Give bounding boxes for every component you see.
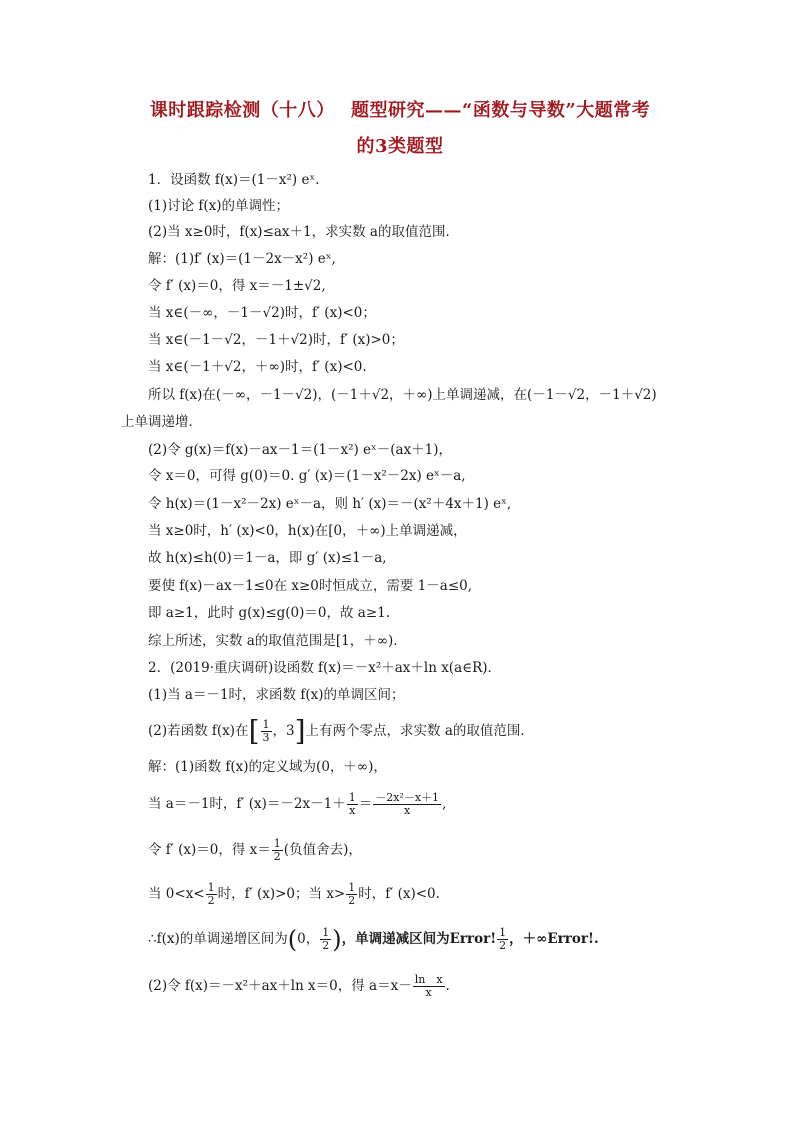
solution-line: 令 h(x)＝(1－x²－2x) eˣ－a，则 h′ (x)＝－(x²＋4x＋1) eˣ, — [148, 496, 512, 512]
page-title-continued: 的3类题型 — [356, 136, 444, 157]
solution-line: 故 h(x)≤h(0)＝1－a，即 g′ (x)≤1－a, — [148, 550, 387, 566]
solution-line: 所以 f(x)在(－∞，－1－√2)，(－1＋√2，＋∞)上单调递减，在(－1－√2，－1＋√2) — [148, 387, 657, 403]
part-2-solution-line: (2)令 f(x)＝－x²＋ax＋ln x＝0，得 a＝x－ $\frac{\text{ln x}}{x}$ . — [148, 973, 450, 999]
problem-2-statement: 2．(2019·重庆调研)设函数 f(x)＝－x²＋ax＋ln x(a∈R)． — [148, 660, 502, 676]
problem-2-part-1: (1)当 a＝－1时，求函数 f(x)的单调区间； — [148, 687, 405, 703]
fraction: $\frac{1}{3}$ — [262, 718, 270, 744]
fraction: $\frac{1}{2}$ — [207, 881, 215, 907]
solution-line: 当 x∈(－1－√2，－1＋√2)时，f′ (x)>0； — [148, 332, 404, 348]
solution-line: 解：(1)f′ (x)＝(1－2x－x²) eˣ, — [148, 251, 336, 267]
solution-line: 综上所述，实数 a的取值范围是[1，＋∞)． — [148, 633, 407, 649]
sign-analysis-line: 当 0<x< $\frac{1}{2}$ 时，f′ (x)>0；当 x> $\frac{1}{2}$ 时，f′ (x)<0. — [148, 881, 440, 907]
fraction: $\frac{1}{2}$ — [322, 926, 330, 952]
fraction: $\frac{\text{－2x²－x＋1}}{x}$ — [375, 791, 440, 817]
solution-line: (2)令 g(x)＝f(x)－ax－1＝(1－x²) eˣ－(ax＋1)， — [148, 442, 453, 458]
fraction: $\frac{\text{ln x}}{x}$ — [414, 973, 443, 999]
derivative-line: 当 a＝－1时，f′ (x)＝－2x－1＋ $\frac{1}{x}$ ＝ $\frac{\text{－2x²－x＋1}}{x}$ , — [148, 791, 447, 817]
zero-point-line: 令 f′ (x)＝0，得 x＝ $\frac{1}{2}$ (负值舍去)， — [148, 837, 362, 863]
fraction: $\frac{1}{2}$ — [348, 881, 356, 907]
solution-line: 要使 f(x)－ax－1≤0在 x≥0时恒成立，需要 1－a≤0, — [148, 578, 473, 594]
solution-line: 令 x＝0，可得 g(0)＝0. g′ (x)＝(1－x²－2x) eˣ－a, — [148, 468, 466, 484]
problem-1-part-2: (2)当 x≥0时，f(x)≤ax＋1，求实数 a的取值范围． — [148, 224, 459, 240]
monotonic-intervals-line: ∴f(x)的单调递增区间为(0， $\frac{1}{2}$ )，单调递减区间为Error! $\frac{1}{2}$ ，＋∞Error!. — [148, 925, 599, 954]
right-bracket: ] — [294, 714, 306, 748]
page-title: 课时跟踪检测（十八） 题型研究——“函数与导数”大题常考 — [149, 100, 651, 121]
solution-line: 当 x∈(－1＋√2，＋∞)时，f′ (x)<0. — [148, 359, 367, 375]
problem-2-part-2: (2)若函数 f(x)在[ $\frac{1}{3}$ ，3]上有两个零点，求实数 a的取值范围． — [148, 714, 534, 748]
problem-1-part-1: (1)讨论 f(x)的单调性； — [148, 198, 290, 214]
solution-line: 当 x≥0时，h′ (x)<0，h(x)在[0，＋∞)上单调递减， — [148, 523, 467, 539]
solution-line: 当 x∈(－∞，－1－√2)时，f′ (x)<0； — [148, 305, 376, 321]
left-bracket: [ — [248, 714, 260, 748]
solution-domain: 解：(1)函数 f(x)的定义域为(0，＋∞)， — [148, 759, 387, 775]
solution-line: 上单调递增． — [121, 414, 202, 430]
solution-line: 即 a≥1，此时 g(x)≤g(0)＝0，故 a≥1. — [148, 605, 391, 621]
fraction: $\frac{1}{2}$ — [499, 926, 507, 952]
solution-line: 令 f′ (x)＝0，得 x＝－1±√2, — [148, 278, 326, 294]
problem-1-statement: 1．设函数 f(x)＝(1－x²) eˣ. — [148, 172, 320, 188]
fraction: $\frac{1}{x}$ — [348, 791, 356, 817]
fraction: $\frac{1}{2}$ — [273, 837, 281, 863]
